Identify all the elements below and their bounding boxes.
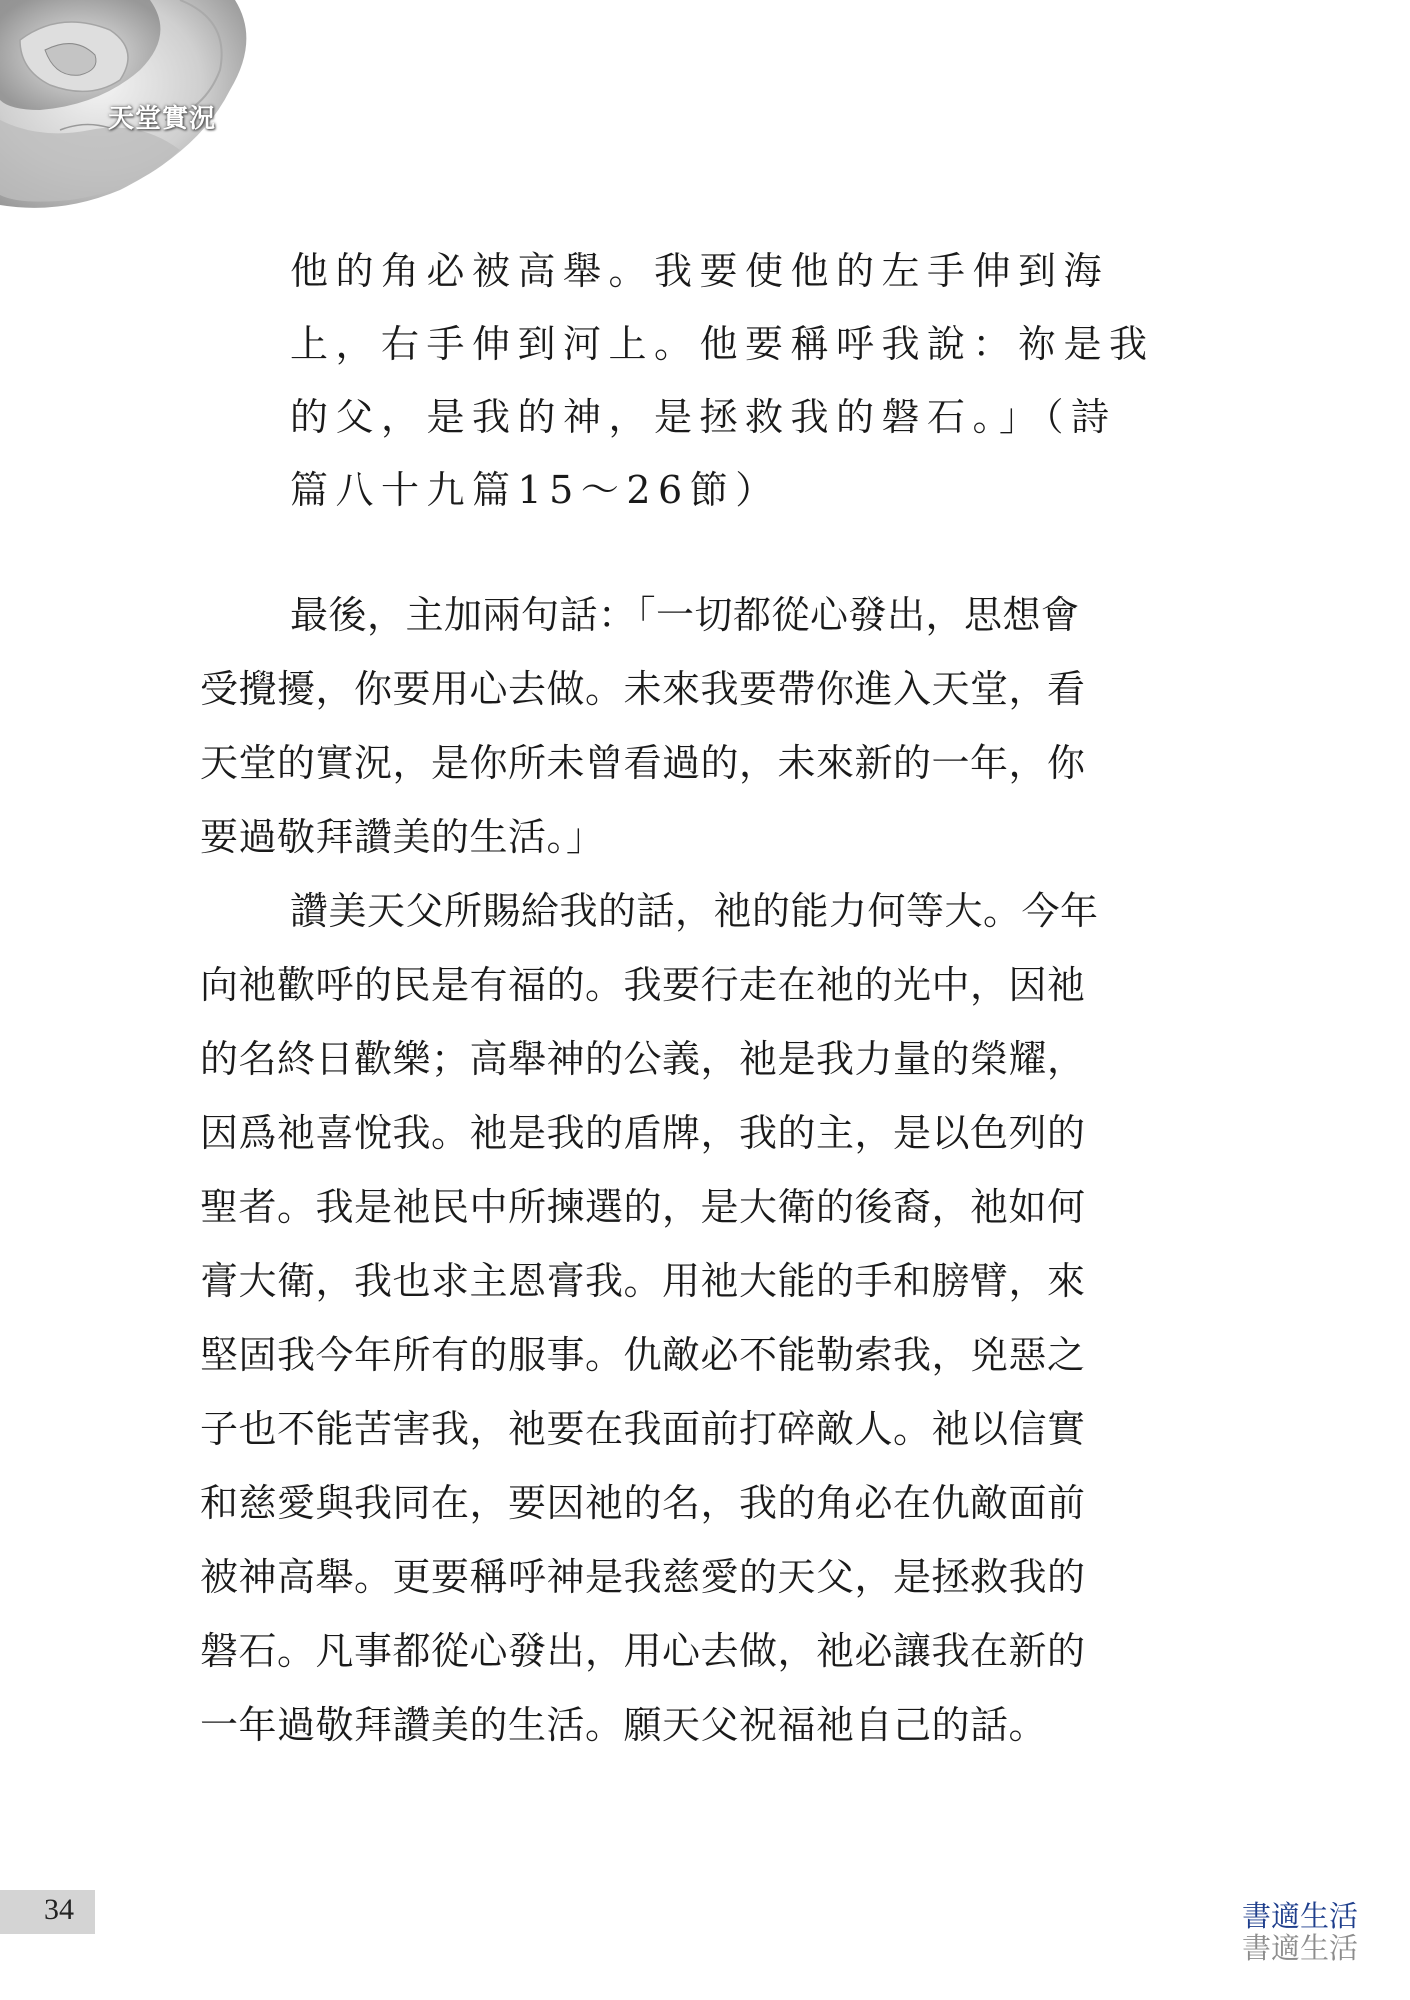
text-line: 子也不能苦害我，祂要在我面前打碎敵人。祂以信實 [200,1407,1086,1451]
body-text [200,578,1230,1762]
text-line: 因爲祂喜悅我。祂是我的盾牌，我的主，是以色列的 [200,1111,1086,1155]
text-line: 要過敬拜讚美的生活。」 [200,815,605,859]
publisher-watermark [1242,1900,1358,1964]
quote-line: 他的角必被高舉。我要使他的左手伸到海 [290,249,1110,293]
text-line: 讚美天父所賜給我的話，祂的能力何等大。今年 [290,889,1099,933]
text-line: 聖者。我是祂民中所揀選的，是大衛的後裔，祂如何 [200,1185,1086,1229]
publisher-line-2: 書適生活 [1241,1931,1358,1965]
text-line: 被神高舉。更要稱呼神是我慈愛的天父，是拯救我的 [200,1555,1086,1599]
text-line: 磐石。凡事都從心發出，用心去做，祂必讓我在新的 [200,1629,1086,1673]
quote-line: 篇八十九篇15～26節） [290,468,781,512]
paragraph-2 [200,874,1230,1762]
text-line: 向祂歡呼的民是有福的。我要行走在祂的光中，因祂 [200,963,1086,1007]
text-line: 天堂的實況，是你所未曾看過的，未來新的一年，你 [200,741,1086,785]
text-line: 最後，主加兩句話：「一切都從心發出，思想會 [290,593,1080,637]
text-line: 堅固我今年所有的服事。仇敵必不能勒索我，兇惡之 [200,1333,1086,1377]
publisher-line-1: 書適生活 [1241,1899,1358,1933]
scripture-quote [290,235,1155,527]
quote-line: 的父，是我的神，是拯救我的磐石。」（詩 [290,395,1117,439]
text-line: 和慈愛與我同在，要因祂的名，我的角必在仇敵面前 [200,1481,1086,1525]
text-line: 一年過敬拜讚美的生活。願天父祝福祂自己的話。 [200,1703,1048,1747]
paragraph-1 [200,578,1230,874]
text-line: 受攪擾，你要用心去做。未來我要帶你進入天堂，看 [200,667,1086,711]
quote-line: 上，右手伸到河上。他要稱呼我說：祢是我 [290,322,1155,366]
text-line: 膏大衛，我也求主恩膏我。用祂大能的手和膀臂，來 [200,1259,1086,1303]
text-line: 的名終日歡樂；高舉神的公義，祂是我力量的榮耀， [200,1037,1086,1081]
section-title: 天堂實況 [108,104,217,134]
page-number: 34 [44,1893,74,1926]
